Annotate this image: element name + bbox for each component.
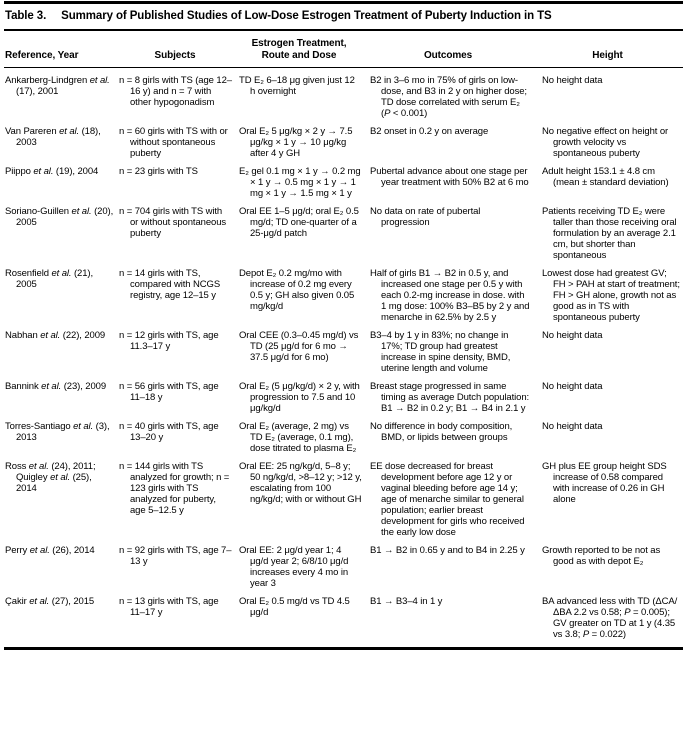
outcomes-cell: Half of girls B1 → B2 in 0.5 y, and increased one stage per 0.5 y with each 0.2-mg increase in dose. with 1 mg dose: 100% B3–B5 by 2 y and menarche in 62.5% by 2.5 y: [370, 268, 530, 323]
table-row: [4, 68, 683, 127]
treatment-cell: Oral E₂ 0.5 mg/d vs TD 4.5 μg/d: [239, 596, 350, 618]
reference-cell: Piippo et al. (19), 2004: [5, 166, 99, 177]
studies-table: [4, 31, 683, 647]
height-cell: BA advanced less with TD (ΔCA/ΔBA 2.2 vs 0.58; P = 0.005); GV greater on TD at 1 y (4.35 vs 3.8; P = 0.022): [542, 596, 678, 640]
treatment-cell: Oral CEE (0.3–0.45 mg/d) vs TD (25 μg/d for 6 mo → 37.5 μg/d for 6 mo): [239, 330, 359, 363]
treatment-cell: Oral EE: 2 μg/d year 1; 4 μg/d year 2; 6/8/10 μg/d increases every 4 mo in year 3: [239, 545, 349, 589]
col-header-subjects: Subjects: [116, 31, 234, 68]
height-cell: No negative effect on height or growth velocity vs spontaneous puberty: [542, 126, 669, 159]
col-header-height: Height: [532, 31, 683, 68]
outcomes-cell: No data on rate of pubertal progression: [370, 206, 481, 228]
treatment-cell: TD E₂ 6–18 μg given just 12 h overnight: [239, 75, 355, 97]
outcomes-cell: No difference in body composition, BMD, or lipids between groups: [370, 421, 513, 443]
table-row: [4, 596, 683, 647]
outcomes-cell: B2 onset in 0.2 y on average: [370, 126, 489, 137]
subjects-cell: n = 56 girls with TS, age 11–18 y: [119, 381, 219, 403]
treatment-cell: E₂ gel 0.1 mg × 1 y → 0.2 mg × 1 y → 0.5 mg × 1 y → 1 mg × 1 y → 1.5 mg × 1 y: [239, 166, 361, 199]
table-row: [4, 206, 683, 268]
reference-cell: Perry et al. (26), 2014: [5, 545, 95, 556]
reference-cell: Ankarberg-Lindgren et al. (17), 2001: [5, 75, 110, 97]
table-number-label: Table 3.: [5, 10, 47, 22]
height-cell: Lowest dose had greatest GV; FH > PAH at start of treatment; FH > GH alone, growth not as good as in TS with spontaneous puberty: [542, 268, 680, 323]
outcomes-cell: B3–4 by 1 y in 83%; no change in 17%; TD group had greatest increase in spine density, BMD, uterine length and volume: [370, 330, 511, 374]
reference-cell: Ross et al. (24), 2011; Quigley et al. (25), 2014: [5, 461, 96, 494]
reference-cell: Soriano-Guillen et al. (20), 2005: [5, 206, 114, 228]
treatment-cell: Oral E₂ (average, 2 mg) vs TD E₂ (average, 0.1 mg), dose titrated to plasma E₂: [239, 421, 357, 454]
reference-cell: Çakir et al. (27), 2015: [5, 596, 95, 607]
table-row: [4, 545, 683, 596]
reference-cell: Rosenfield et al. (21), 2005: [5, 268, 94, 290]
table-row: [4, 166, 683, 206]
table-row: [4, 421, 683, 461]
outcomes-cell: B1 → B2 in 0.65 y and to B4 in 2.25 y: [370, 545, 525, 556]
subjects-cell: n = 23 girls with TS: [119, 166, 198, 177]
table-row: [4, 268, 683, 330]
table-row: [4, 126, 683, 166]
treatment-cell: Oral E₂ (5 μg/kg/d) × 2 y, with progression to 7.5 and 10 μg/kg/d: [239, 381, 360, 414]
subjects-cell: n = 12 girls with TS, age 11.3–17 y: [119, 330, 219, 352]
outcomes-cell: Breast stage progressed in same timing as average Dutch population: B1 → B2 in 0.2 y; B1 → B4 in 2.1 y: [370, 381, 530, 414]
treatment-cell: Oral EE 1–5 μg/d; oral E₂ 0.5 mg/d; TD one-quarter of a 25-μg/d patch: [239, 206, 359, 239]
outcomes-cell: EE dose decreased for breast development before age 12 y or vaginal bleeding before age 14 y; age of menarche similar to general population; earlier breast development for girls who received the early low dose: [370, 461, 525, 538]
col-header-reference-year: Reference, Year: [4, 31, 116, 68]
subjects-cell: n = 13 girls with TS, age 11–17 y: [119, 596, 219, 618]
published-studies-table: [4, 1, 683, 650]
col-header-outcomes: Outcomes: [364, 31, 532, 68]
subjects-cell: n = 8 girls with TS (age 12–16 y) and n = 7 with other hypogonadism: [119, 75, 232, 108]
treatment-cell: Oral E₂ 5 μg/kg × 2 y → 7.5 μg/kg × 1 y → 10 μg/kg after 4 y GH: [239, 126, 353, 159]
table-row: [4, 381, 683, 421]
outcomes-cell: B1 → B3–4 in 1 y: [370, 596, 443, 607]
reference-cell: Van Pareren et al. (18), 2003: [5, 126, 101, 148]
table-title-row: [4, 4, 683, 31]
reference-cell: Torres-Santiago et al. (3), 2013: [5, 421, 110, 443]
subjects-cell: n = 144 girls with TS analyzed for growth; n = 123 girls with TS analyzed for puberty, age 5–12.5 y: [119, 461, 230, 516]
outcomes-cell: B2 in 3–6 mo in 75% of girls on low-dose, and B3 in 2 y on higher dose; TD dose correlated with serum E₂ (P < 0.001): [370, 75, 527, 119]
subjects-cell: n = 40 girls with TS, age 13–20 y: [119, 421, 219, 443]
table-title: Summary of Published Studies of Low-Dose Estrogen Treatment of Puberty Induction in TS: [61, 10, 552, 22]
table-header: [4, 31, 683, 68]
height-cell: No height data: [542, 330, 603, 341]
height-cell: No height data: [542, 381, 603, 392]
height-cell: No height data: [542, 75, 603, 86]
treatment-cell: Depot E₂ 0.2 mg/mo with increase of 0.2 mg every 0.5 y; GH also given 0.05 mg/kg/d: [239, 268, 355, 312]
height-cell: No height data: [542, 421, 603, 432]
height-cell: Adult height 153.1 ± 4.8 cm (mean ± standard deviation): [542, 166, 669, 188]
height-cell: GH plus EE group height SDS increase of 0.58 compared with increase of 0.26 in GH alone: [542, 461, 667, 505]
table-body: [4, 68, 683, 648]
outcomes-cell: Pubertal advance about one stage per year treatment with 50% B2 at 6 mo: [370, 166, 529, 188]
subjects-cell: n = 704 girls with TS with or without spontaneous puberty: [119, 206, 227, 239]
subjects-cell: n = 92 girls with TS, age 7–13 y: [119, 545, 232, 567]
subjects-cell: n = 14 girls with TS, compared with NCGS registry, age 12–15 y: [119, 268, 221, 301]
table-row: [4, 461, 683, 545]
treatment-cell: Oral EE: 25 ng/kg/d, 5–8 y; 50 ng/kg/d, >8–12 y; >12 y, escalating from 100 ng/kg/d; with or without GH: [239, 461, 362, 505]
height-cell: Growth reported to be not as good as with depot E₂: [542, 545, 661, 567]
header-row: [4, 31, 683, 68]
reference-cell: Nabhan et al. (22), 2009: [5, 330, 106, 341]
table-row: [4, 330, 683, 381]
col-header-estrogen-treatment: Estrogen Treatment, Route and Dose: [234, 31, 364, 68]
reference-cell: Bannink et al. (23), 2009: [5, 381, 107, 392]
subjects-cell: n = 60 girls with TS with or without spontaneous puberty: [119, 126, 228, 159]
height-cell: Patients receiving TD E₂ were taller than those receiving oral formulation by an average 2.1 cm, but shorter than spontaneous: [542, 206, 677, 261]
